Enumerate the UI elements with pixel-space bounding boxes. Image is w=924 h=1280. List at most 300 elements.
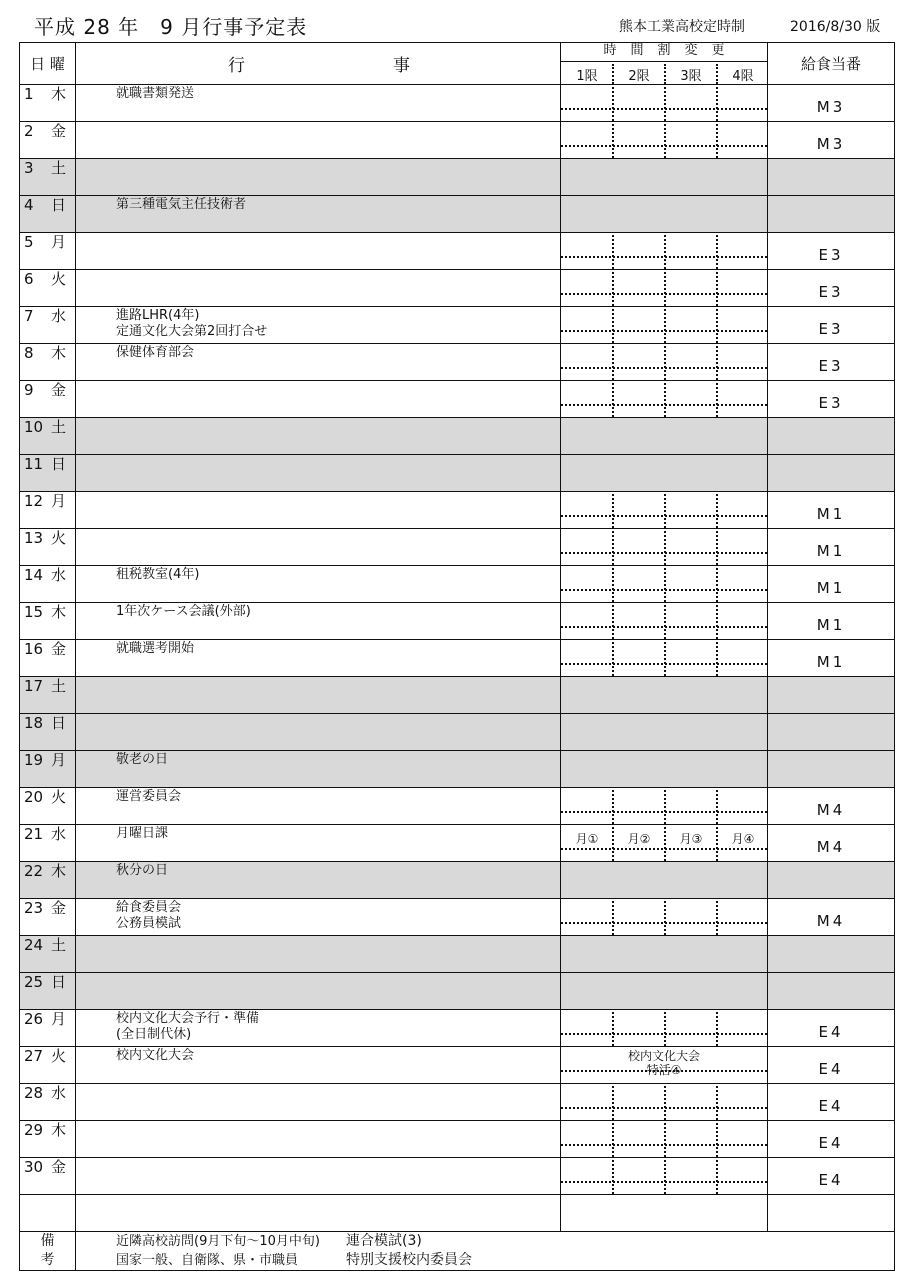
day-row — [20, 529, 895, 566]
weekday: 火 — [51, 270, 67, 288]
weekday: 日 — [51, 455, 67, 473]
timetable-cell — [561, 122, 768, 159]
day-row — [20, 973, 895, 1010]
lunch-duty-cell — [768, 196, 895, 233]
schedule-table — [19, 42, 895, 1271]
lunch-duty-cell — [768, 233, 895, 270]
day-number: 21 — [24, 825, 44, 843]
period-divider — [612, 124, 614, 158]
events-column-header — [76, 43, 561, 85]
period-divider — [612, 531, 614, 565]
weekday: 金 — [51, 640, 67, 658]
weekday: 土 — [51, 418, 67, 436]
weekday: 金 — [51, 899, 67, 917]
lunch-duty: M3 — [816, 98, 846, 116]
period-divider — [664, 309, 666, 343]
period-divider — [664, 346, 666, 380]
period-divider — [664, 235, 666, 269]
lunch-duty-cell — [768, 603, 895, 640]
day-row — [20, 159, 895, 196]
timetable-cell — [561, 640, 768, 677]
lunch-duty: M1 — [816, 505, 846, 523]
remarks-text — [76, 1232, 895, 1271]
date-cell — [20, 196, 76, 233]
day-number: 8 — [24, 344, 34, 362]
timetable-cell — [561, 751, 768, 788]
period-divider — [612, 642, 614, 676]
lunch-duty-cell — [768, 936, 895, 973]
lunch-duty-cell — [768, 122, 895, 159]
period-1-header: 1限 — [576, 69, 598, 84]
period-4-header: 4限 — [732, 69, 754, 84]
period-divider — [612, 346, 614, 380]
lunch-duty-cell — [768, 1084, 895, 1121]
lunch-duty-cell — [768, 973, 895, 1010]
day-row — [20, 381, 895, 418]
event-cell — [76, 344, 561, 381]
period-divider — [716, 790, 718, 824]
lunch-duty-cell — [768, 862, 895, 899]
period-divider — [612, 87, 614, 121]
event-text: 校内文化大会予行・準備 — [116, 1011, 260, 1026]
period-divider — [612, 235, 614, 269]
lunch-duty-cell — [768, 751, 895, 788]
period-divider — [612, 1160, 614, 1194]
event-text: 敬老の日 — [116, 752, 169, 767]
event-text: 第三種電気主任技術者 — [116, 197, 247, 212]
day-number: 25 — [24, 973, 44, 991]
lunch-duty-cell — [768, 899, 895, 936]
timetable-cell — [561, 529, 768, 566]
day-number: 15 — [24, 603, 44, 621]
event-cell — [76, 751, 561, 788]
event-text: (全日制代休) — [116, 1027, 192, 1042]
period-divider — [612, 1012, 614, 1046]
timetable-note — [561, 1049, 767, 1077]
period-divider — [664, 1123, 666, 1157]
timetable-cell — [561, 566, 768, 603]
lunch-duty-cell — [768, 1121, 895, 1158]
date-cell — [20, 862, 76, 899]
date-cell — [20, 344, 76, 381]
blank-cell — [76, 1195, 561, 1232]
day-row — [20, 196, 895, 233]
day-row — [20, 788, 895, 825]
day-number: 23 — [24, 899, 44, 917]
day-number: 16 — [24, 640, 44, 658]
period-divider — [716, 642, 718, 676]
weekday: 日 — [51, 196, 67, 214]
day-row — [20, 1047, 895, 1084]
period-divider — [612, 494, 614, 528]
date-cell — [20, 159, 76, 196]
event-cell — [76, 862, 561, 899]
event-cell — [76, 85, 561, 122]
date-cell — [20, 1010, 76, 1047]
day-number: 22 — [24, 862, 44, 880]
weekday: 土 — [51, 936, 67, 954]
lunch-duty-cell — [768, 714, 895, 751]
timetable-cell — [561, 196, 768, 233]
period-divider — [664, 568, 666, 602]
weekday: 木 — [51, 862, 67, 880]
period-divider — [664, 605, 666, 639]
weekday: 水 — [51, 566, 67, 584]
event-cell — [76, 1047, 561, 1084]
timetable-cell — [561, 788, 768, 825]
event-cell — [76, 233, 561, 270]
day-row — [20, 862, 895, 899]
period-divider — [716, 64, 718, 84]
events-header-char-2: 事 — [393, 56, 410, 76]
blank-cell — [20, 1195, 76, 1232]
timetable-cell — [561, 492, 768, 529]
period-divider — [664, 87, 666, 121]
weekday: 月 — [51, 1010, 67, 1028]
period-divider — [612, 309, 614, 343]
timetable-cell — [561, 825, 768, 862]
day-row — [20, 307, 895, 344]
lunch-duty: M4 — [816, 801, 846, 819]
date-column-header: 日 曜 — [20, 43, 76, 85]
weekday: 火 — [51, 1047, 67, 1065]
lunch-duty: M1 — [816, 616, 846, 634]
day-number: 19 — [24, 751, 44, 769]
lunch-duty-cell — [768, 529, 895, 566]
timetable-cell — [561, 862, 768, 899]
period-divider — [716, 1123, 718, 1157]
day-number: 27 — [24, 1047, 44, 1065]
lunch-duty: M1 — [816, 542, 846, 560]
lunch-duty-cell — [768, 418, 895, 455]
event-text: 保健体育部会 — [116, 345, 195, 360]
date-cell — [20, 85, 76, 122]
version-date: 2016/8/30 版 — [790, 19, 881, 35]
day-number: 7 — [24, 307, 34, 325]
blank-row — [20, 1195, 895, 1232]
lunch-duty-cell — [768, 1158, 895, 1195]
dotted-line — [561, 1070, 767, 1072]
school-name: 熊本工業高校定時制 — [619, 19, 745, 35]
day-row — [20, 85, 895, 122]
event-text: 1年次ケース会議(外部) — [116, 604, 251, 619]
lunch-duty-cell — [768, 455, 895, 492]
timetable-cell — [561, 899, 768, 936]
event-cell — [76, 1121, 561, 1158]
event-text: 就職選考開始 — [116, 641, 195, 656]
timetable-cell — [561, 418, 768, 455]
period-divider — [612, 383, 614, 417]
page-title: 平成 28 年 9 月行事予定表 — [34, 15, 308, 39]
timetable-cell — [561, 307, 768, 344]
event-cell — [76, 603, 561, 640]
day-row — [20, 455, 895, 492]
lunch-duty-cell — [768, 640, 895, 677]
period-divider — [716, 87, 718, 121]
lunch-duty-cell — [768, 677, 895, 714]
remark-item: 特別支援校内委員会 — [346, 1252, 472, 1268]
weekday: 金 — [51, 381, 67, 399]
event-cell — [76, 159, 561, 196]
period-divider — [664, 827, 666, 861]
day-number: 14 — [24, 566, 44, 584]
timetable-cell — [561, 270, 768, 307]
day-row — [20, 1084, 895, 1121]
weekday: 火 — [51, 529, 67, 547]
day-row — [20, 344, 895, 381]
day-row — [20, 899, 895, 936]
event-cell — [76, 122, 561, 159]
lunch-duty-cell — [768, 1010, 895, 1047]
weekday: 月 — [51, 233, 67, 251]
date-cell — [20, 751, 76, 788]
period-divider — [716, 309, 718, 343]
event-text: 就職書類発送 — [116, 86, 195, 101]
timetable-cell — [561, 603, 768, 640]
timetable-cell — [561, 1047, 768, 1084]
period-3-header: 3限 — [680, 69, 702, 84]
period-divider — [612, 901, 614, 935]
day-row — [20, 1121, 895, 1158]
weekday: 金 — [51, 1158, 67, 1176]
remarks-label-char: 備 — [40, 1233, 55, 1249]
remarks-label — [20, 1232, 76, 1271]
timetable-note-line: 特活④ — [646, 1063, 682, 1077]
date-cell — [20, 788, 76, 825]
day-row — [20, 1010, 895, 1047]
page-header — [0, 0, 924, 42]
event-cell — [76, 492, 561, 529]
weekday: 金 — [51, 122, 67, 140]
lunch-duty-cell — [768, 788, 895, 825]
event-cell — [76, 640, 561, 677]
date-cell — [20, 973, 76, 1010]
lunch-duty: E3 — [818, 246, 844, 264]
date-cell — [20, 1158, 76, 1195]
period-divider — [612, 568, 614, 602]
period-divider — [716, 1160, 718, 1194]
event-text: 給食委員会 — [116, 900, 182, 915]
date-cell — [20, 899, 76, 936]
timetable-cell — [561, 233, 768, 270]
day-row — [20, 233, 895, 270]
day-row — [20, 603, 895, 640]
lunch-duty: E4 — [818, 1097, 844, 1115]
event-cell — [76, 1084, 561, 1121]
date-cell — [20, 455, 76, 492]
weekday: 火 — [51, 788, 67, 806]
blank-cell — [561, 1195, 768, 1232]
period-divider — [664, 272, 666, 306]
event-text: 秋分の日 — [116, 863, 169, 878]
lunch-duty: E3 — [818, 357, 844, 375]
lunch-duty-cell — [768, 270, 895, 307]
day-number: 12 — [24, 492, 44, 510]
event-cell — [76, 973, 561, 1010]
remarks-row — [20, 1232, 895, 1271]
weekday: 水 — [51, 825, 67, 843]
day-row — [20, 122, 895, 159]
event-text: 校内文化大会 — [116, 1048, 195, 1063]
day-row — [20, 677, 895, 714]
event-text: 運営委員会 — [116, 789, 182, 804]
period-divider — [612, 1123, 614, 1157]
date-cell — [20, 529, 76, 566]
period-2-header: 2限 — [628, 69, 650, 84]
event-text: 租税教室(4年) — [116, 567, 200, 582]
day-number: 10 — [24, 418, 44, 436]
timetable-note-line: 校内文化大会 — [627, 1049, 700, 1063]
event-cell — [76, 1010, 561, 1047]
date-cell — [20, 566, 76, 603]
remark-item: 連合模試(3) — [346, 1233, 422, 1249]
lunch-duty: M3 — [816, 135, 846, 153]
day-row — [20, 1158, 895, 1195]
period-change: 月④ — [731, 832, 755, 846]
lunch-duty: M1 — [816, 579, 846, 597]
date-cell — [20, 640, 76, 677]
lunch-duty-cell — [768, 1047, 895, 1084]
lunch-duty-cell — [768, 344, 895, 381]
weekday: 木 — [51, 344, 67, 362]
date-cell — [20, 122, 76, 159]
period-divider — [664, 494, 666, 528]
period-change: 月② — [627, 832, 651, 846]
lunch-duty-cell — [768, 381, 895, 418]
timetable-cell — [561, 1121, 768, 1158]
day-number: 3 — [24, 159, 34, 177]
lunch-duty: M4 — [816, 912, 846, 930]
period-divider — [716, 235, 718, 269]
period-divider — [664, 1012, 666, 1046]
event-cell — [76, 936, 561, 973]
period-divider — [612, 272, 614, 306]
date-cell — [20, 492, 76, 529]
remark-item: 国家一般、自衛隊、県・市職員 — [116, 1253, 299, 1268]
date-cell — [20, 603, 76, 640]
event-cell — [76, 788, 561, 825]
event-cell — [76, 270, 561, 307]
period-divider — [716, 568, 718, 602]
period-headers — [561, 62, 768, 85]
day-number: 6 — [24, 270, 34, 288]
weekday: 木 — [51, 85, 67, 103]
period-divider — [612, 1086, 614, 1120]
day-number: 2 — [24, 122, 34, 140]
event-cell — [76, 307, 561, 344]
day-number: 24 — [24, 936, 44, 954]
day-row — [20, 714, 895, 751]
timetable-cell — [561, 85, 768, 122]
day-row — [20, 270, 895, 307]
period-divider — [612, 790, 614, 824]
timetable-cell — [561, 344, 768, 381]
lunch-duty-cell — [768, 307, 895, 344]
day-number: 13 — [24, 529, 44, 547]
period-divider — [612, 827, 614, 861]
event-cell — [76, 899, 561, 936]
blank-cell — [768, 1195, 895, 1232]
event-cell — [76, 714, 561, 751]
day-number: 9 — [24, 381, 34, 399]
period-divider — [664, 124, 666, 158]
event-text: 進路LHR(4年) — [116, 308, 200, 323]
date-cell — [20, 1084, 76, 1121]
lunch-duty-header: 給食当番 — [768, 43, 895, 85]
period-divider — [664, 642, 666, 676]
weekday: 月 — [51, 751, 67, 769]
event-cell — [76, 381, 561, 418]
day-number: 11 — [24, 455, 44, 473]
event-cell — [76, 1158, 561, 1195]
day-row — [20, 566, 895, 603]
remarks-label-char: 考 — [40, 1252, 55, 1268]
lunch-duty: E4 — [818, 1134, 844, 1152]
day-row — [20, 936, 895, 973]
lunch-duty: M4 — [816, 838, 846, 856]
date-cell — [20, 381, 76, 418]
lunch-duty: E3 — [818, 320, 844, 338]
date-cell — [20, 270, 76, 307]
period-divider — [664, 531, 666, 565]
day-number: 5 — [24, 233, 34, 251]
weekday: 日 — [51, 973, 67, 991]
day-row — [20, 640, 895, 677]
period-divider — [612, 64, 614, 84]
period-divider — [664, 1160, 666, 1194]
day-number: 29 — [24, 1121, 44, 1139]
day-number: 1 — [24, 85, 34, 103]
events-header-char-1: 行 — [228, 56, 245, 76]
period-change: 月③ — [679, 832, 703, 846]
date-cell — [20, 677, 76, 714]
day-row — [20, 825, 895, 862]
event-text: 月曜日課 — [116, 826, 169, 841]
date-cell — [20, 1047, 76, 1084]
lunch-duty: E3 — [818, 283, 844, 301]
period-divider — [716, 605, 718, 639]
day-number: 26 — [24, 1010, 44, 1028]
weekday: 木 — [51, 603, 67, 621]
date-cell — [20, 825, 76, 862]
lunch-duty-cell — [768, 492, 895, 529]
period-divider — [716, 494, 718, 528]
event-cell — [76, 455, 561, 492]
timetable-cell — [561, 1084, 768, 1121]
weekday: 水 — [51, 307, 67, 325]
day-number: 4 — [24, 196, 34, 214]
timetable-change-header: 時間割変更 — [561, 43, 768, 62]
event-cell — [76, 677, 561, 714]
weekday: 土 — [51, 159, 67, 177]
period-divider — [664, 790, 666, 824]
date-cell — [20, 233, 76, 270]
period-divider — [664, 383, 666, 417]
date-cell — [20, 418, 76, 455]
day-number: 18 — [24, 714, 44, 732]
period-divider — [716, 1012, 718, 1046]
day-row — [20, 751, 895, 788]
date-cell — [20, 714, 76, 751]
timetable-cell — [561, 714, 768, 751]
period-divider — [716, 124, 718, 158]
event-cell — [76, 196, 561, 233]
lunch-duty: E4 — [818, 1171, 844, 1189]
period-change: 月① — [575, 832, 599, 846]
lunch-duty: E4 — [818, 1023, 844, 1041]
lunch-duty: E4 — [818, 1060, 844, 1078]
remark-item: 近隣高校訪問(9月下旬～10月中旬) — [116, 1234, 320, 1249]
